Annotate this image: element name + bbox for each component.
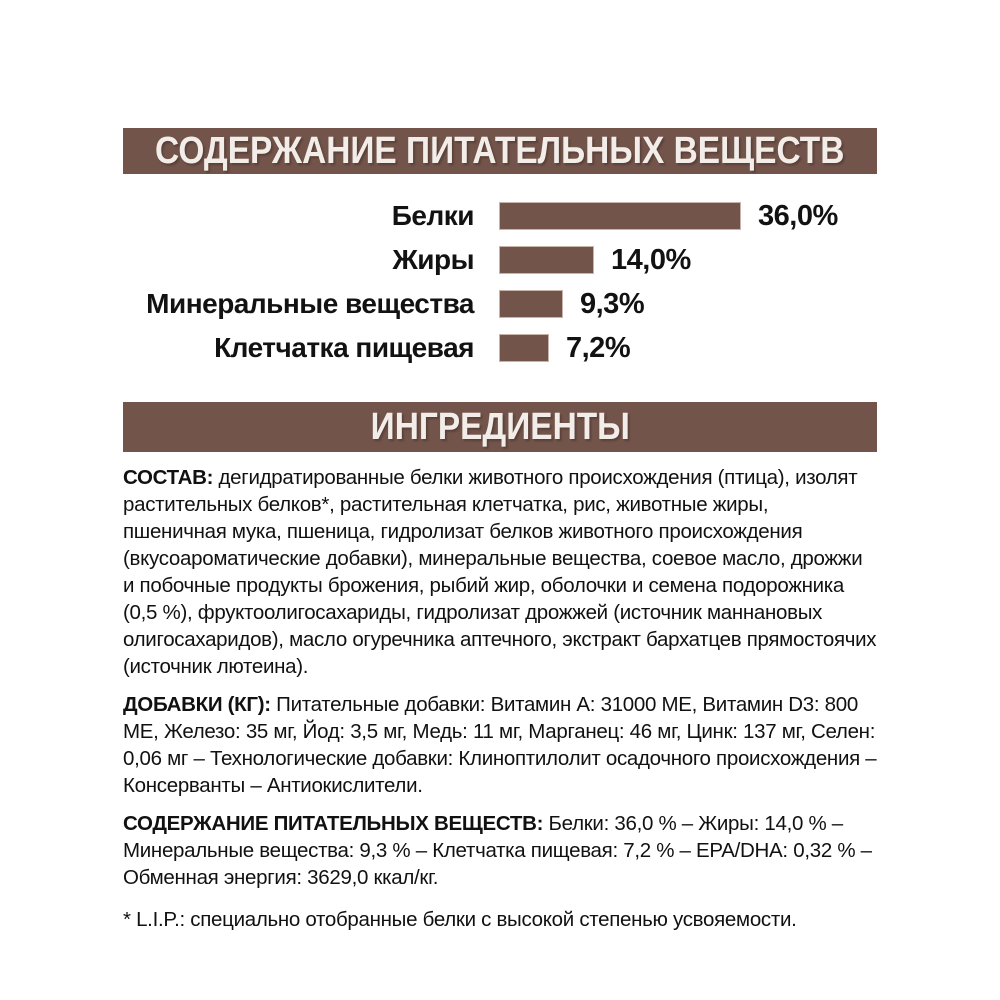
chart-value-label: 7,2%: [566, 331, 631, 364]
chart-value-label: 36,0%: [758, 199, 838, 232]
chart-row: [123, 326, 877, 370]
chart-bar: [500, 335, 548, 361]
chart-bar: [500, 203, 740, 229]
paragraph-text: Белки: 36,0 % – Жиры: 14,0 % – Минеральные вещества: 9,3 % – Клетчатка пищевая: 7,2 % – EPA/DHA: 0,32 % – Обменная энергия: 3629,0 ккал/кг.: [123, 812, 872, 889]
footnote: * L.I.P.: специально отобранные белки с высокой степенью усвояемости.: [123, 908, 797, 931]
ingredients-banner-title: ИНГРЕДИЕНТЫ: [370, 405, 630, 448]
chart-row: [123, 194, 877, 238]
chart-category-label: Белки: [391, 200, 474, 231]
chart-bar: [500, 291, 562, 317]
paragraph-text: дегидратированные белки животного происхождения (птица), изолят растительных белков*, растительная клетчатка, рис, животные жиры, пшеничная мука, пшеница, гидролизат белков животного происхождения (вкусоароматические добавки), минеральные вещества, соевое масло, дрожжи и побочные продукты брожения, рыбий жир, оболочки и семена подорожника (0,5 %), фруктоолигосахариды, гидролизат дрожжей (источник маннановых олигосахаридов), масло огуречника аптечного, экстракт бархатцев прямостоячих (источник лютеина).: [123, 466, 877, 678]
chart-bar: [500, 247, 593, 273]
ingredients-banner: [123, 402, 877, 452]
chart-category-label: Минеральные вещества: [146, 288, 474, 319]
chart-category-label: Клетчатка пищевая: [214, 332, 474, 363]
chart-row: [123, 282, 877, 326]
chart-row: [123, 238, 877, 282]
paragraph: [123, 691, 877, 799]
chart-value-label: 14,0%: [611, 243, 691, 276]
paragraph-heading: СОСТАВ:: [123, 466, 219, 489]
ingredients-text: [123, 464, 877, 891]
nutrition-banner-title: СОДЕРЖАНИЕ ПИТАТЕЛЬНЫХ ВЕЩЕСТВ: [155, 129, 845, 172]
nutrition-banner: [123, 128, 877, 174]
paragraph-heading: СОДЕРЖАНИЕ ПИТАТЕЛЬНЫХ ВЕЩЕСТВ:: [123, 812, 549, 835]
paragraph-heading: ДОБАВКИ (КГ):: [123, 693, 277, 716]
paragraph: [123, 464, 877, 680]
paragraph: [123, 810, 877, 891]
paragraph-text: Питательные добавки: Витамин A: 31000 МЕ, Витамин D3: 800 МЕ, Железо: 35 мг, Йод: 3,5 мг, Медь: 11 мг, Марганец: 46 мг, Цинк: 137 мг, Селен: 0,06 мг – Технологические добавки: Клиноптилолит осадочного происхождения – Консерванты – Антиокислители.: [123, 693, 877, 797]
chart-value-label: 9,3%: [580, 287, 645, 320]
chart-category-label: Жиры: [392, 244, 474, 275]
bar-chart: [123, 194, 877, 370]
content-column: [123, 128, 877, 933]
